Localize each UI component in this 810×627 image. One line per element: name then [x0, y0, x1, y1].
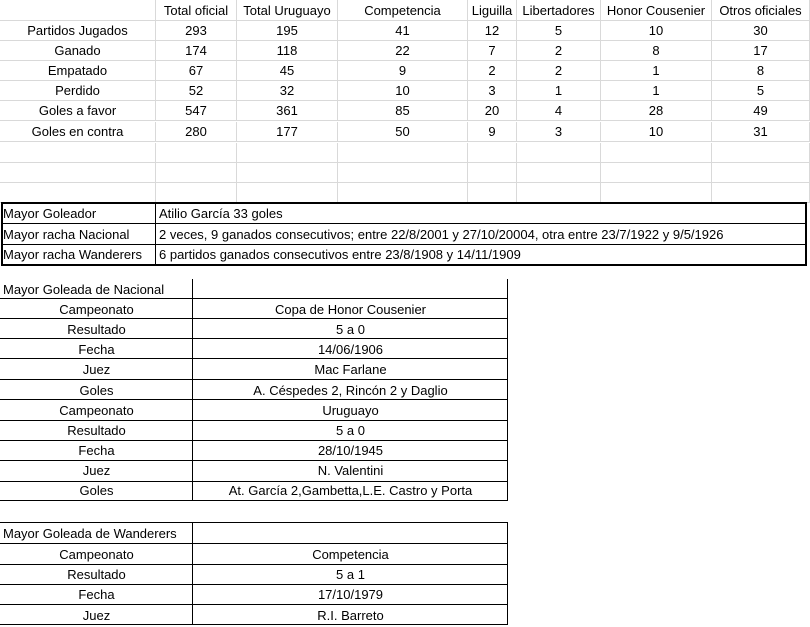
- stats-value-cell[interactable]: 2: [517, 41, 601, 61]
- nacional-row-value[interactable]: 14/06/1906: [317, 341, 384, 357]
- empty-cell[interactable]: [712, 183, 810, 203]
- wanderers-title-blank[interactable]: [193, 523, 508, 544]
- stats-value-cell[interactable]: 28: [601, 101, 712, 121]
- stats-value-cell[interactable]: 10: [601, 21, 712, 41]
- nacional-row-value[interactable]: N. Valentini: [317, 462, 384, 478]
- nacional-row-label[interactable]: Fecha: [78, 442, 115, 458]
- stats-row-label[interactable]: Goles en contra: [0, 122, 156, 142]
- stats-value-cell[interactable]: 174: [156, 41, 237, 61]
- stats-row-label[interactable]: Perdido: [0, 81, 156, 101]
- stats-value-cell[interactable]: 280: [156, 122, 237, 142]
- stats-value-cell[interactable]: 3: [468, 81, 517, 101]
- record-value[interactable]: 6 partidos ganados consecutivos entre 23/8/1908 y 14/11/1909: [159, 247, 521, 262]
- empty-cell[interactable]: [712, 143, 810, 163]
- empty-cell[interactable]: [468, 143, 517, 163]
- stats-value-cell[interactable]: 20: [468, 101, 517, 121]
- wanderers-row-value[interactable]: 5 a 1: [336, 566, 365, 582]
- empty-cell[interactable]: [338, 143, 468, 163]
- stats-value-cell[interactable]: 8: [601, 41, 712, 61]
- empty-cell[interactable]: [0, 143, 156, 163]
- stats-column-header[interactable]: Total Uruguayo: [237, 0, 338, 21]
- stats-value-cell[interactable]: 32: [237, 81, 338, 101]
- table-border: [1, 244, 807, 245]
- empty-cell[interactable]: [156, 163, 237, 183]
- table-border: [507, 522, 508, 625]
- empty-cell[interactable]: [237, 143, 338, 163]
- stats-value-cell[interactable]: 10: [338, 81, 468, 101]
- record-value[interactable]: Atilio García 33 goles: [159, 206, 283, 221]
- empty-cell[interactable]: [601, 163, 712, 183]
- stats-row-label[interactable]: Partidos Jugados: [0, 21, 156, 41]
- table-border: [0, 420, 508, 421]
- wanderers-row-label[interactable]: Resultado: [67, 566, 126, 582]
- stats-value-cell[interactable]: 5: [712, 81, 810, 101]
- nacional-row-label[interactable]: Goles: [79, 482, 114, 498]
- empty-cell[interactable]: [601, 183, 712, 203]
- record-value[interactable]: 2 veces, 9 ganados consecutivos; entre 22/8/2001 y 27/10/20004, otra entre 23/7/1922 y 9/5/1926: [159, 227, 724, 242]
- stats-value-cell[interactable]: 8: [712, 61, 810, 81]
- stats-column-header[interactable]: Liguilla: [468, 0, 517, 21]
- stats-value-cell[interactable]: 118: [237, 41, 338, 61]
- stats-value-cell[interactable]: 293: [156, 21, 237, 41]
- nacional-row-label[interactable]: Juez: [82, 361, 111, 377]
- stats-column-header[interactable]: Otros oficiales: [712, 0, 810, 21]
- nacional-row-label[interactable]: Resultado: [67, 321, 126, 337]
- nacional-row-value[interactable]: A. Céspedes 2, Rincón 2 y Daglio: [253, 382, 448, 398]
- empty-cell[interactable]: [338, 183, 468, 203]
- stats-value-cell[interactable]: 41: [338, 21, 468, 41]
- nacional-row-value[interactable]: Uruguayo: [322, 402, 379, 418]
- table-border: [1, 223, 807, 224]
- stats-value-cell[interactable]: 12: [468, 21, 517, 41]
- empty-cell[interactable]: [237, 183, 338, 203]
- stats-value-cell[interactable]: 67: [156, 61, 237, 81]
- nacional-row-label[interactable]: Goles: [79, 382, 114, 398]
- wanderers-row-value[interactable]: R.I. Barreto: [317, 607, 384, 623]
- nacional-title[interactable]: Mayor Goleada de Nacional: [3, 282, 165, 297]
- table-border: [0, 604, 508, 605]
- nacional-row-label[interactable]: Fecha: [78, 341, 115, 357]
- nacional-row-label[interactable]: Resultado: [67, 422, 126, 438]
- stats-column-header[interactable]: Competencia: [338, 0, 468, 21]
- table-border: [0, 564, 508, 565]
- table-border: [192, 279, 193, 501]
- empty-cell[interactable]: [517, 163, 601, 183]
- empty-cell[interactable]: [712, 163, 810, 183]
- empty-cell[interactable]: [517, 183, 601, 203]
- stats-value-cell[interactable]: 1: [601, 61, 712, 81]
- wanderers-row-value[interactable]: 17/10/1979: [317, 586, 384, 602]
- stats-value-cell[interactable]: 7: [468, 41, 517, 61]
- empty-cell[interactable]: [156, 143, 237, 163]
- stats-value-cell[interactable]: 10: [601, 122, 712, 142]
- stats-value-cell[interactable]: 45: [237, 61, 338, 81]
- table-border: [155, 203, 156, 265]
- nacional-row-value[interactable]: 28/10/1945: [317, 442, 384, 458]
- stats-value-cell[interactable]: 177: [237, 122, 338, 142]
- stats-value-cell[interactable]: 1: [601, 81, 712, 101]
- wanderers-row-label[interactable]: Campeonato: [59, 546, 134, 562]
- stats-value-cell[interactable]: 50: [338, 122, 468, 142]
- stats-value-cell[interactable]: 9: [338, 61, 468, 81]
- empty-cell[interactable]: [237, 163, 338, 183]
- nacional-row-value[interactable]: At. García 2,Gambetta,L.E. Castro y Porta: [228, 482, 473, 498]
- stats-value-cell[interactable]: 4: [517, 101, 601, 121]
- stats-value-cell[interactable]: 85: [338, 101, 468, 121]
- wanderers-row-label[interactable]: Fecha: [78, 586, 115, 602]
- empty-cell[interactable]: [0, 163, 156, 183]
- nacional-row-label[interactable]: Campeonato: [59, 402, 134, 418]
- table-border: [0, 338, 508, 339]
- empty-cell[interactable]: [468, 163, 517, 183]
- nacional-row-value[interactable]: 5 a 0: [336, 422, 365, 438]
- wanderers-row-value[interactable]: Competencia: [312, 546, 389, 562]
- nacional-row-value[interactable]: Copa de Honor Cousenier: [274, 301, 427, 317]
- record-label[interactable]: Mayor racha Wanderers: [3, 247, 142, 262]
- nacional-row-value[interactable]: 5 a 0: [336, 321, 365, 337]
- stats-value-cell[interactable]: 30: [712, 21, 810, 41]
- nacional-row-label[interactable]: Campeonato: [59, 301, 134, 317]
- stats-value-cell[interactable]: 49: [712, 101, 810, 121]
- wanderers-row-label[interactable]: Juez: [82, 607, 111, 623]
- table-border: [0, 481, 508, 482]
- stats-corner-cell[interactable]: [0, 0, 156, 21]
- table-border: [0, 460, 508, 461]
- table-border: [0, 543, 508, 544]
- empty-cell[interactable]: [601, 143, 712, 163]
- table-border: [0, 379, 508, 380]
- table-border: [192, 522, 193, 625]
- stats-column-header[interactable]: Honor Cousenier: [601, 0, 712, 21]
- stats-column-header[interactable]: Libertadores: [517, 0, 601, 21]
- empty-cell[interactable]: [517, 143, 601, 163]
- empty-cell[interactable]: [468, 183, 517, 203]
- table-border: [507, 279, 508, 501]
- empty-cell[interactable]: [0, 183, 156, 203]
- table-border: [0, 522, 508, 523]
- wanderers-title[interactable]: Mayor Goleada de Wanderers: [3, 526, 177, 541]
- nacional-row-value[interactable]: Mac Farlane: [314, 361, 387, 377]
- table-border: [0, 500, 508, 501]
- empty-cell[interactable]: [156, 183, 237, 203]
- table-border: [0, 298, 508, 299]
- record-label[interactable]: Mayor racha Nacional: [3, 227, 130, 242]
- empty-cell[interactable]: [338, 163, 468, 183]
- stats-row-label[interactable]: Empatado: [0, 61, 156, 81]
- stats-row-label[interactable]: Goles a favor: [0, 101, 156, 121]
- nacional-row-label[interactable]: Juez: [82, 462, 111, 478]
- table-border: [0, 624, 508, 625]
- stats-row-label[interactable]: Ganado: [0, 41, 156, 61]
- stats-value-cell[interactable]: 195: [237, 21, 338, 41]
- table-border: [0, 440, 508, 441]
- stats-value-cell[interactable]: 5: [517, 21, 601, 41]
- table-border: [0, 318, 508, 319]
- stats-value-cell[interactable]: 361: [237, 101, 338, 121]
- stats-value-cell[interactable]: 3: [517, 122, 601, 142]
- table-border: [0, 399, 508, 400]
- stats-value-cell[interactable]: 2: [517, 61, 601, 81]
- record-label[interactable]: Mayor Goleador: [3, 206, 97, 221]
- stats-value-cell[interactable]: 2: [468, 61, 517, 81]
- table-border: [0, 584, 508, 585]
- stats-value-cell[interactable]: 17: [712, 41, 810, 61]
- nacional-title-blank[interactable]: [193, 279, 508, 300]
- stats-value-cell[interactable]: 52: [156, 81, 237, 101]
- stats-value-cell[interactable]: 22: [338, 41, 468, 61]
- stats-value-cell[interactable]: 31: [712, 122, 810, 142]
- stats-value-cell[interactable]: 1: [517, 81, 601, 101]
- table-border: [0, 358, 508, 359]
- stats-column-header[interactable]: Total oficial: [156, 0, 237, 21]
- stats-value-cell[interactable]: 9: [468, 122, 517, 142]
- stats-value-cell[interactable]: 547: [156, 101, 237, 121]
